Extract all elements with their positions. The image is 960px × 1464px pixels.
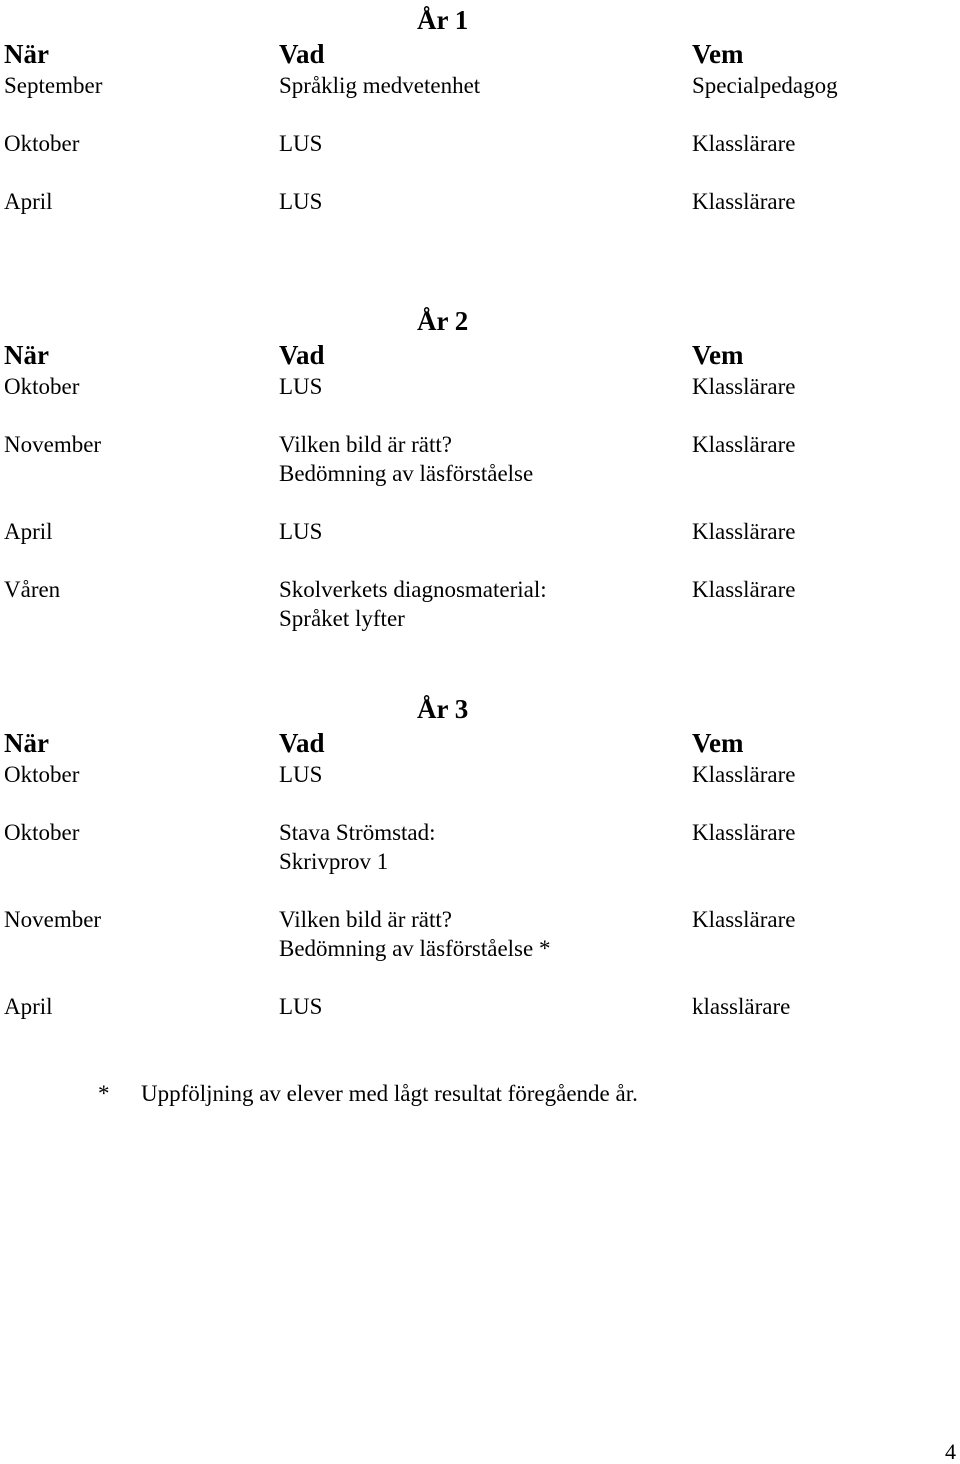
column-header-vad: Vad	[279, 39, 325, 69]
column-header-vem: Vem	[692, 39, 744, 69]
column-header-vad: Vad	[279, 728, 325, 758]
cell-nar: Oktober	[4, 131, 80, 156]
cell-nar: Våren	[4, 577, 61, 602]
page-number: 4	[945, 1439, 956, 1464]
column-header-nar: När	[4, 728, 49, 758]
cell-vad-line-2: Bedömning av läsförståelse *	[279, 936, 551, 961]
cell-vad: Språklig medvetenhet	[279, 73, 481, 98]
section-title: År 2	[417, 306, 469, 336]
cell-vem: Klasslärare	[692, 374, 796, 399]
cell-vem: klasslärare	[692, 994, 791, 1019]
cell-vad: LUS	[279, 762, 323, 787]
cell-vem: Klasslärare	[692, 432, 796, 457]
cell-vad: Skolverkets diagnosmaterial:	[279, 577, 547, 602]
cell-nar: Oktober	[4, 762, 80, 787]
cell-vad: LUS	[279, 374, 323, 399]
cell-vad: LUS	[279, 519, 323, 544]
column-header-vem: Vem	[692, 728, 744, 758]
cell-vem: Klasslärare	[692, 820, 796, 845]
cell-nar: Oktober	[4, 374, 80, 399]
cell-vad: Vilken bild är rätt?	[279, 907, 452, 932]
cell-vem: Klasslärare	[692, 577, 796, 602]
section-title: År 3	[417, 694, 469, 724]
section-title: År 1	[417, 5, 469, 35]
cell-vem: Klasslärare	[692, 519, 796, 544]
cell-nar: Oktober	[4, 820, 80, 845]
cell-nar: April	[4, 519, 53, 544]
cell-nar: November	[4, 432, 102, 457]
footnote-marker: *	[98, 1081, 110, 1106]
cell-vad-line-2: Språket lyfter	[279, 606, 405, 631]
cell-nar: November	[4, 907, 102, 932]
cell-vem: Specialpedagog	[692, 73, 838, 98]
cell-vem: Klasslärare	[692, 189, 796, 214]
column-header-nar: När	[4, 39, 49, 69]
cell-vad: LUS	[279, 994, 323, 1019]
column-header-vem: Vem	[692, 340, 744, 370]
cell-vad-line-2: Skrivprov 1	[279, 849, 389, 874]
cell-nar: April	[4, 189, 53, 214]
cell-vem: Klasslärare	[692, 131, 796, 156]
cell-nar: September	[4, 73, 103, 98]
column-header-vad: Vad	[279, 340, 325, 370]
column-header-nar: När	[4, 340, 49, 370]
footnote-text: Uppföljning av elever med lågt resultat föregående år.	[141, 1081, 638, 1106]
cell-nar: April	[4, 994, 53, 1019]
cell-vem: Klasslärare	[692, 762, 796, 787]
cell-vad: LUS	[279, 131, 323, 156]
cell-vad: Vilken bild är rätt?	[279, 432, 452, 457]
cell-vem: Klasslärare	[692, 907, 796, 932]
cell-vad-line-2: Bedömning av läsförståelse	[279, 461, 534, 486]
cell-vad: LUS	[279, 189, 323, 214]
cell-vad: Stava Strömstad:	[279, 820, 436, 845]
